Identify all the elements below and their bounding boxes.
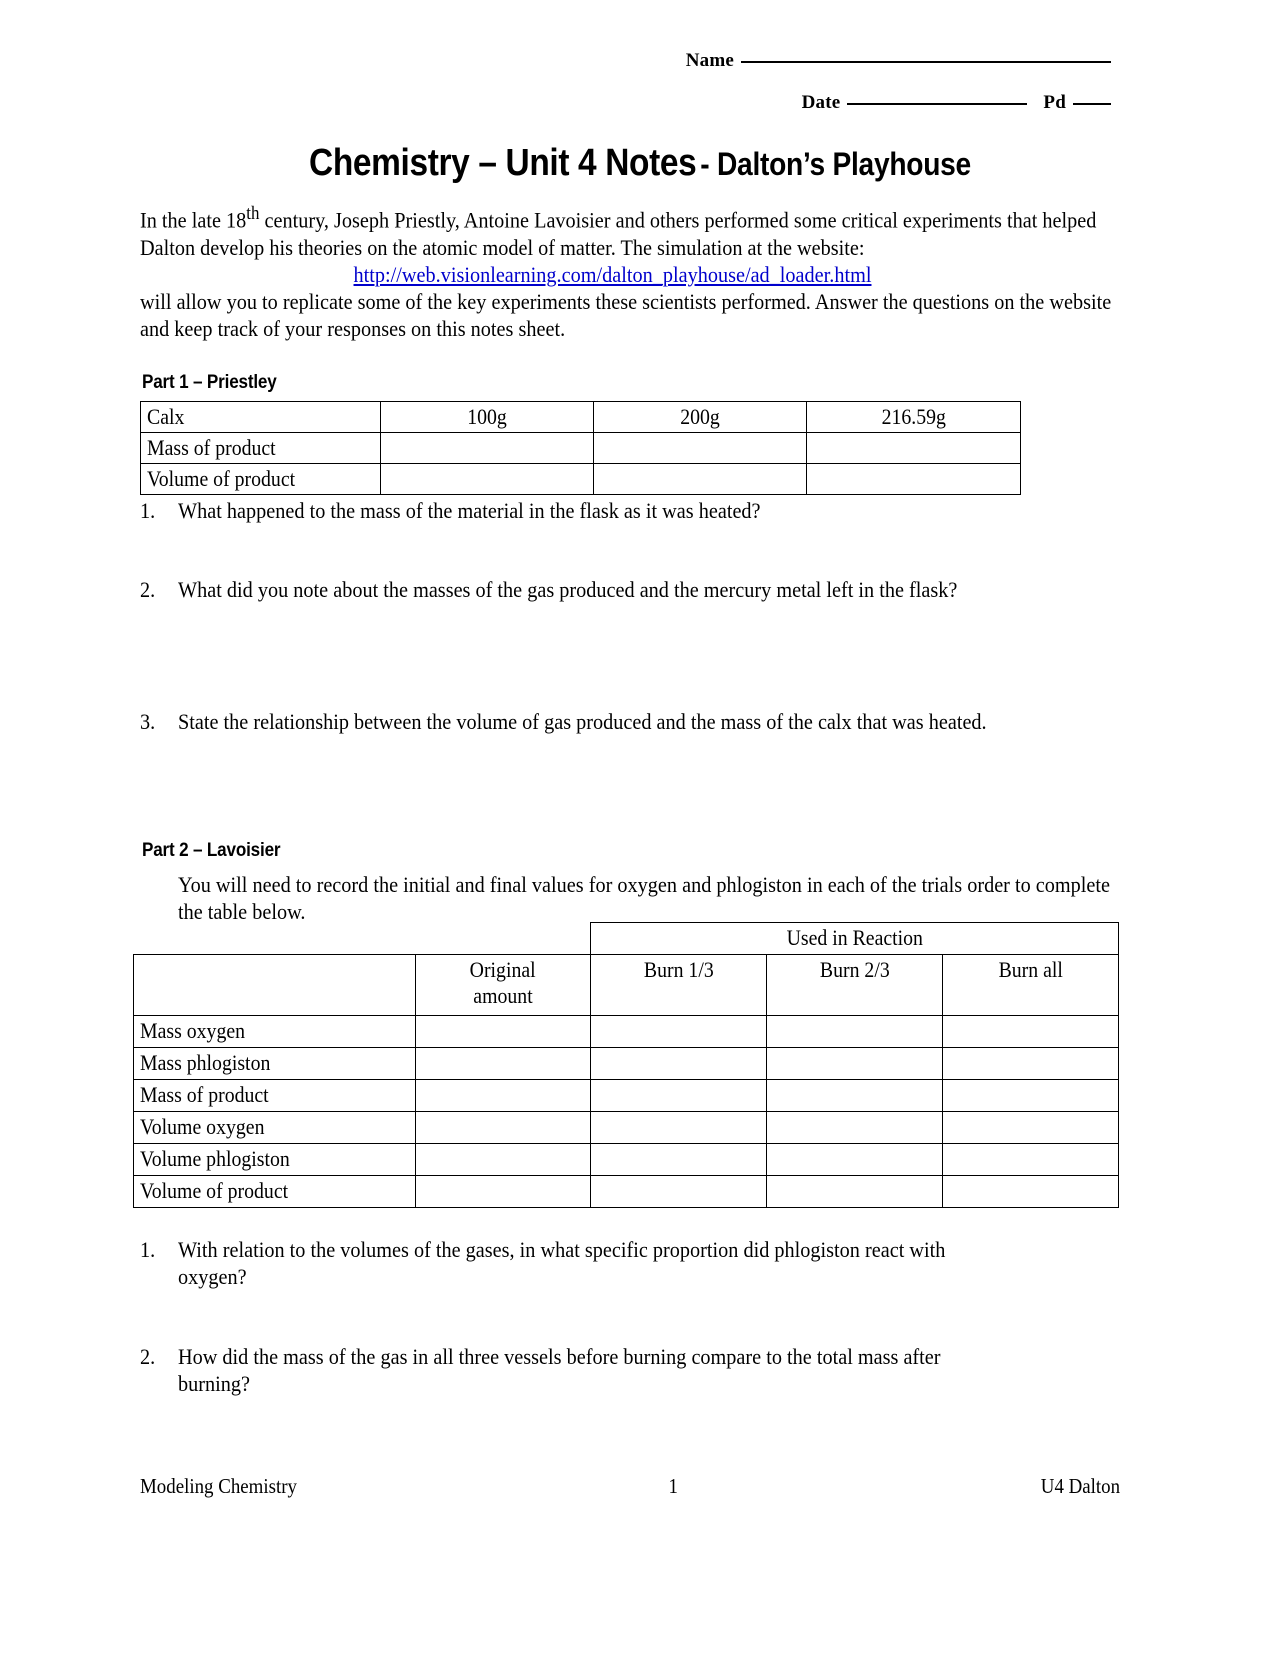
table-row-label: [134, 1176, 416, 1208]
cell-text: Volume of product: [140, 1178, 289, 1203]
cell-text: Mass oxygen: [140, 1018, 246, 1043]
table-spacer-cell: [134, 923, 416, 955]
intro-text-after-url: will allow you to replicate some of the key experiments these scientists performed. Answer the questions on the website and keep track of your responses on this notes sheet.: [140, 288, 1112, 341]
table-cell[interactable]: [943, 1016, 1119, 1048]
table-cell[interactable]: [767, 1176, 943, 1208]
cell-text: Volume phlogiston: [140, 1146, 290, 1171]
pd-label: Pd: [1043, 92, 1066, 113]
table-cell[interactable]: [767, 1080, 943, 1112]
part-2-question-2: [140, 1343, 1100, 1397]
table-cell[interactable]: [591, 1144, 767, 1176]
table-row-label: [141, 433, 381, 464]
table-cell[interactable]: [767, 1112, 943, 1144]
cell-text: Mass of product: [147, 435, 276, 460]
part-1-question-1: [140, 497, 1100, 524]
table-row: [134, 1080, 1119, 1112]
table-cell[interactable]: [943, 1176, 1119, 1208]
table-group-header-used-in-reaction: [591, 923, 1119, 955]
date-row: [0, 92, 1113, 114]
table-header-original-amount: [416, 955, 591, 1016]
date-write-in-line[interactable]: [847, 103, 1027, 105]
question-text: State the relationship between the volume of gas produced and the mass of the calx that was heated.: [178, 709, 987, 734]
table-row-label: [141, 464, 381, 495]
table-row-label: [141, 402, 381, 433]
cell-text: Burn 2/3: [819, 957, 890, 982]
table-cell[interactable]: [416, 1080, 591, 1112]
question-number: 1.: [140, 1237, 156, 1262]
intro-text-part-b: century, Joseph Priestly, Antoine Lavoisier and others performed some critical experiments that helped Dalton develop his theories on the atomic model of matter. The simulation at the website:: [140, 207, 1097, 260]
part-2-intro-paragraph: You will need to record the initial and final values for oxygen and phlogiston in each of the trials order to complete the table below.: [178, 872, 1111, 924]
cell-text-line-2: amount: [473, 983, 533, 1008]
part-1-priestley-table: [140, 401, 1021, 495]
table-header-burn-one-third: [591, 955, 767, 1016]
table-cell[interactable]: [767, 1016, 943, 1048]
cell-text: Calx: [147, 404, 185, 429]
table-cell[interactable]: [416, 1048, 591, 1080]
table-row-label: [134, 1016, 416, 1048]
table-cell[interactable]: [381, 402, 594, 433]
table-cell[interactable]: [381, 433, 594, 464]
name-write-in-line[interactable]: [741, 61, 1111, 63]
table-row: [134, 1144, 1119, 1176]
page-title: [77, 142, 1203, 185]
footer-left-text: Modeling Chemistry: [140, 1474, 297, 1498]
table-cell[interactable]: [416, 1144, 591, 1176]
date-label: Date: [801, 92, 841, 113]
page-title-main: Chemistry – Unit 4 Notes: [309, 142, 697, 184]
footer-page-number: 1: [668, 1474, 678, 1498]
footer-right-text: U4 Dalton: [1040, 1474, 1120, 1498]
table-header-burn-all: [943, 955, 1119, 1016]
cell-text: Mass of product: [140, 1082, 269, 1107]
part-2-heading: Part 2 – Lavoisier: [142, 840, 281, 861]
pd-write-in-line[interactable]: [1073, 103, 1111, 105]
table-cell[interactable]: [807, 464, 1021, 495]
cell-text: 200g: [680, 404, 720, 429]
table-row: [141, 433, 1021, 464]
table-cell[interactable]: [807, 433, 1021, 464]
table-header-row: [134, 955, 1119, 1016]
question-number: 2.: [140, 1344, 156, 1369]
table-row: [134, 1016, 1119, 1048]
table-cell[interactable]: [767, 1144, 943, 1176]
table-cell[interactable]: [943, 1048, 1119, 1080]
table-row: [134, 1048, 1119, 1080]
cell-text: Volume of product: [147, 466, 296, 491]
question-number: 2.: [140, 577, 156, 602]
page-title-sub: - Dalton’s Playhouse: [700, 146, 971, 182]
cell-text: 100g: [467, 404, 507, 429]
question-number: 3.: [140, 709, 156, 734]
table-cell[interactable]: [943, 1112, 1119, 1144]
table-cell[interactable]: [416, 1016, 591, 1048]
intro-text-part-a: In the late 18: [140, 207, 247, 233]
part-2-lavoisier-table: [133, 922, 1119, 1208]
cell-text: Burn all: [998, 957, 1063, 982]
page-footer: [140, 1474, 1120, 1499]
table-corner-cell: [134, 955, 416, 1016]
cell-text: Mass phlogiston: [140, 1050, 271, 1075]
table-spacer-cell: [416, 923, 591, 955]
table-group-header-row: [134, 923, 1119, 955]
cell-text-line-1: Original: [469, 957, 536, 982]
table-row-label: [134, 1144, 416, 1176]
cell-text: Burn 1/3: [643, 957, 714, 982]
cell-text: Volume oxygen: [140, 1114, 265, 1139]
table-row-label: [134, 1080, 416, 1112]
table-row: [141, 402, 1021, 433]
table-cell[interactable]: [767, 1048, 943, 1080]
table-cell[interactable]: [943, 1144, 1119, 1176]
table-cell[interactable]: [594, 464, 807, 495]
table-row: [134, 1112, 1119, 1144]
name-row: [0, 50, 1113, 72]
table-cell[interactable]: [416, 1176, 591, 1208]
table-cell[interactable]: [591, 1112, 767, 1144]
table-cell[interactable]: [807, 402, 1021, 433]
intro-paragraph: [140, 200, 1121, 342]
table-row: [134, 1176, 1119, 1208]
table-cell[interactable]: [591, 1176, 767, 1208]
table-cell[interactable]: [591, 1016, 767, 1048]
question-text: What did you note about the masses of the gas produced and the mercury metal left in the flask?: [178, 577, 958, 602]
question-number: 1.: [140, 498, 156, 523]
question-text: With relation to the volumes of the gases, in what specific proportion did phlogiston react with oxygen?: [178, 1237, 946, 1289]
table-cell[interactable]: [591, 1048, 767, 1080]
table-header-burn-two-thirds: [767, 955, 943, 1016]
table-row-label: [134, 1112, 416, 1144]
cell-text: 216.59g: [881, 404, 946, 429]
part-1-question-2: [140, 576, 1100, 603]
table-cell[interactable]: [381, 464, 594, 495]
table-row-label: [134, 1048, 416, 1080]
cell-text: Used in Reaction: [786, 925, 923, 950]
url-line: [104, 261, 1121, 288]
table-cell[interactable]: [594, 433, 807, 464]
part-1-question-3: [140, 708, 1100, 735]
name-label: Name: [685, 50, 734, 71]
table-cell[interactable]: [416, 1112, 591, 1144]
question-text: What happened to the mass of the material in the flask as it was heated?: [178, 498, 761, 523]
simulation-url-link[interactable]: http://web.visionlearning.com/dalton_playhouse/ad_loader.html: [353, 261, 872, 287]
table-cell[interactable]: [594, 402, 807, 433]
table-cell[interactable]: [591, 1080, 767, 1112]
table-cell[interactable]: [943, 1080, 1119, 1112]
table-row: [141, 464, 1021, 495]
name-date-header: [0, 50, 1113, 114]
question-text: How did the mass of the gas in all three vessels before burning compare to the total mass after burning?: [178, 1344, 941, 1396]
part-2-question-1: [140, 1236, 1100, 1290]
part-1-heading: Part 1 – Priestley: [142, 372, 277, 393]
intro-superscript: th: [246, 203, 260, 224]
